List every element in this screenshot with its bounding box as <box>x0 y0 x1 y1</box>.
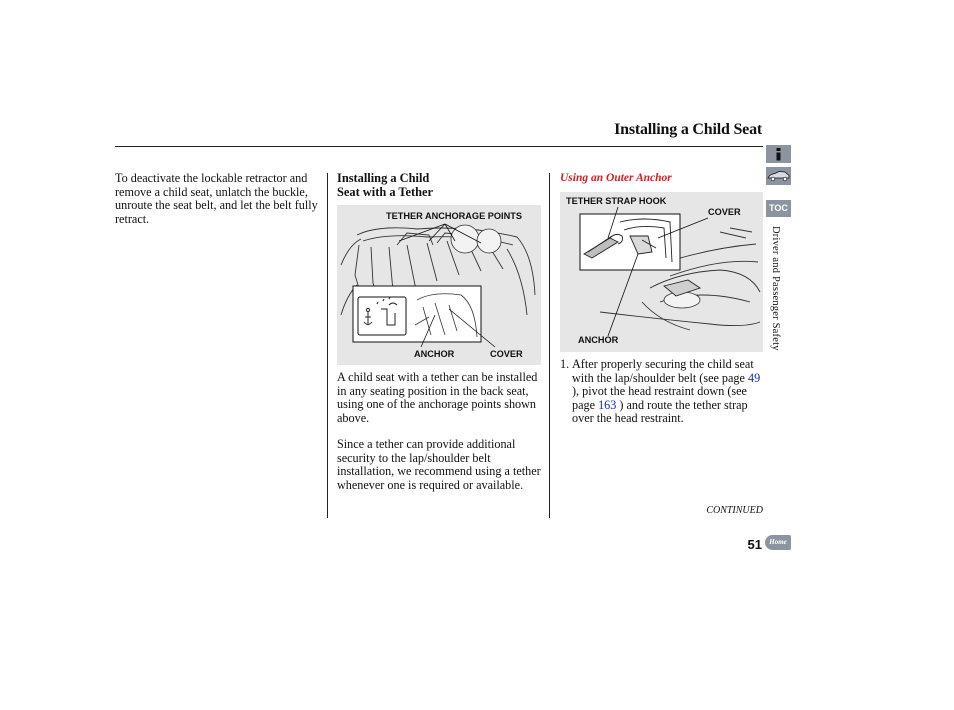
middle-paragraph-1: A child seat with a tether can be installed in any seating position in the back seat, using one of the anchorage points shown above. <box>337 370 538 425</box>
middle-paragraph-2: Since a tether can provide additional security to the lap/shoulder belt installation, we recommend using a tether whenever one is required or available. <box>337 437 541 492</box>
left-paragraph: To deactivate the lockable retractor and remove a child seat, unlatch the buckle, unroute the seat belt, and let the belt fully retract. <box>115 171 318 226</box>
cover-label: COVER <box>490 349 523 359</box>
column-divider-2 <box>549 173 550 518</box>
step-text-b: ), pivot the head restraint down (see page <box>572 384 747 412</box>
section-heading-line2: Seat with a Tether <box>337 184 434 199</box>
section-tab-label: Driver and Passenger Safety <box>770 226 781 351</box>
tether-anchorage-points-label: TETHER ANCHORAGE POINTS <box>386 211 522 221</box>
step-1-body <box>560 358 765 426</box>
toc-button[interactable]: TOC <box>766 200 791 217</box>
outer-anchor-figure <box>560 192 763 352</box>
column-divider-1 <box>327 173 328 518</box>
info-icon <box>766 145 791 163</box>
home-button[interactable]: Home <box>765 535 791 550</box>
rear-seat-illustration <box>337 205 541 365</box>
title-rule <box>115 146 763 147</box>
right-anchor-label: ANCHOR <box>578 335 619 345</box>
continued-label: CONTINUED <box>706 505 763 516</box>
section-heading-line1: Installing a Child <box>337 171 430 185</box>
step-number: 1. <box>560 357 570 371</box>
tether-anchorage-figure <box>337 205 541 365</box>
outer-anchor-subheading: Using an Outer Anchor <box>560 172 672 184</box>
right-cover-label: COVER <box>708 207 741 217</box>
tether-strap-hook-label: TETHER STRAP HOOK <box>566 196 667 206</box>
car-icon <box>766 167 791 185</box>
step-1 <box>560 358 765 426</box>
page-link-49[interactable]: 49 <box>748 370 761 385</box>
step-text-a: After properly securing the child seat with the lap/shoulder belt (see page <box>572 357 754 385</box>
vehicle-index-button[interactable] <box>766 167 791 185</box>
info-button[interactable] <box>766 145 791 163</box>
page-number: 51 <box>747 537 762 552</box>
page-link-163[interactable]: 163 <box>598 397 617 412</box>
anchor-label: ANCHOR <box>414 349 455 359</box>
section-heading <box>337 172 542 199</box>
step-text-c: ) and route the tether strap over the head restraint. <box>572 397 748 426</box>
page-title: Installing a Child Seat <box>614 121 762 138</box>
